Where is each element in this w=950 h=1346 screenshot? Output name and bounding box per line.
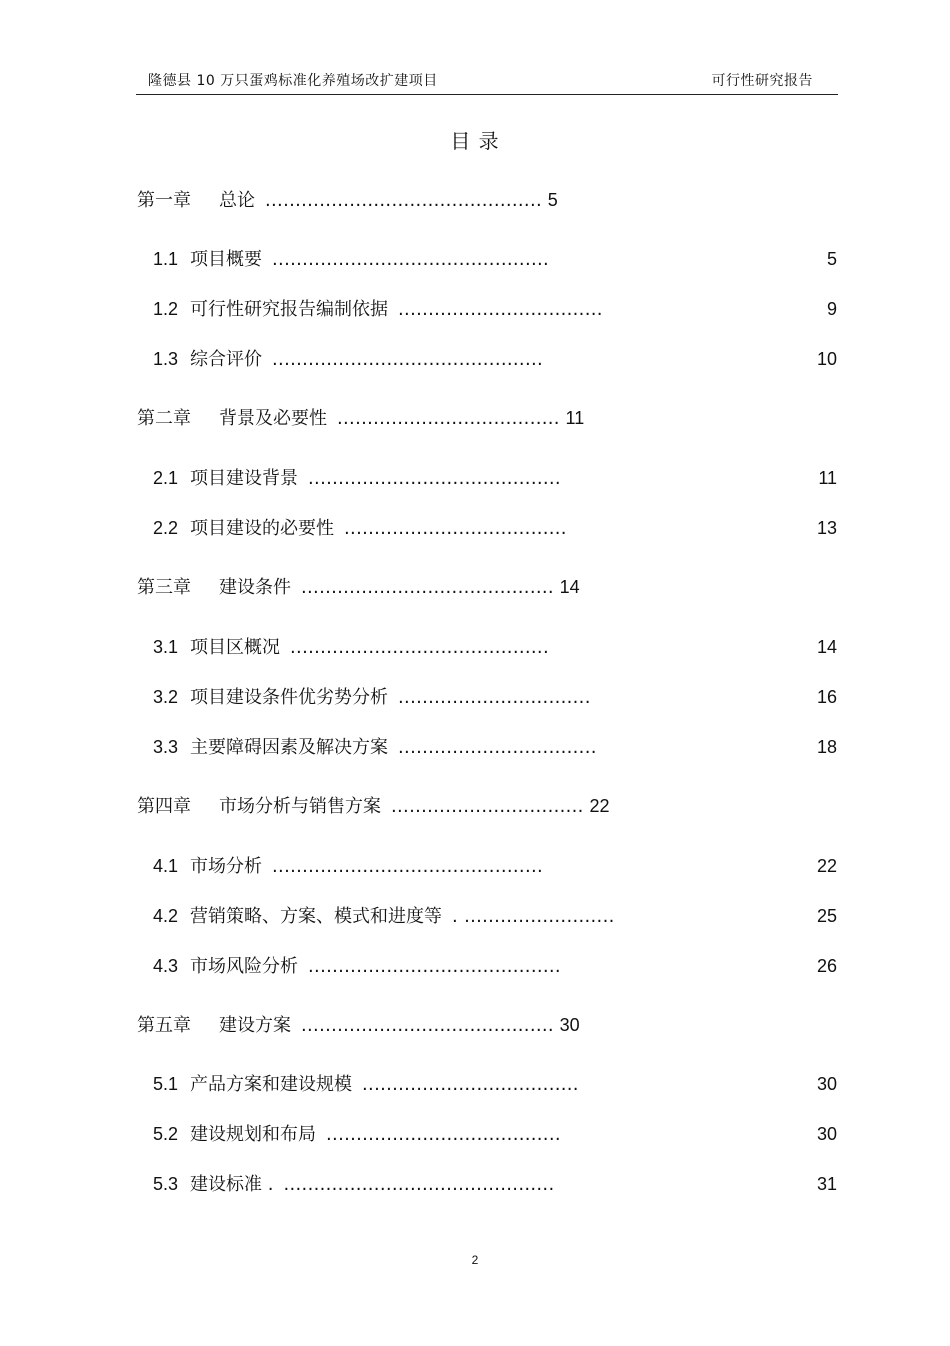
dot-leader: .......................................... xyxy=(301,577,554,598)
chapter-label: 第五章 xyxy=(137,1015,191,1036)
section-number: 5.3 xyxy=(153,1174,179,1194)
toc-chapter-2[interactable] xyxy=(137,406,584,431)
section-page: 18 xyxy=(816,737,837,757)
section-title: 项目建设的必要性 xyxy=(190,518,335,539)
dot-leader: .............................................. xyxy=(265,190,542,211)
header-project-title: 隆德县 10 万只蛋鸡标准化养殖场改扩建项目 xyxy=(148,73,438,89)
dot-leader: ............................................. xyxy=(283,1174,555,1195)
section-title: 产品方案和建设规模 xyxy=(190,1074,353,1095)
dot-leader: ........................................... xyxy=(290,637,549,658)
toc-section-3-2[interactable] xyxy=(153,685,591,710)
section-number: 3.1 xyxy=(153,637,179,657)
section-title: 建设标准 . xyxy=(190,1174,274,1195)
section-title: 可行性研究报告编制依据 xyxy=(190,299,389,320)
dot-leader: .................................. xyxy=(398,299,603,320)
section-page: 30 xyxy=(816,1074,837,1094)
section-title: 项目建设背景 xyxy=(190,468,299,489)
section-number: 5.2 xyxy=(153,1124,179,1144)
toc-section-4-3[interactable] xyxy=(153,954,561,979)
section-title: 建设规划和布局 xyxy=(190,1124,317,1145)
toc-chapter-5[interactable] xyxy=(137,1013,580,1038)
chapter-page: 14 xyxy=(559,577,580,597)
dot-leader: . ......................... xyxy=(452,906,615,927)
dot-leader: ..................................... xyxy=(337,408,560,429)
section-number: 3.2 xyxy=(153,687,179,707)
section-number: 5.1 xyxy=(153,1074,179,1094)
dot-leader: .......................................... xyxy=(308,468,561,489)
section-title: 项目区概况 xyxy=(190,637,281,658)
section-page: 16 xyxy=(816,687,837,707)
dot-leader: .............................................. xyxy=(272,249,550,270)
toc-section-5-1[interactable] xyxy=(153,1072,579,1097)
dot-leader: ....................................... xyxy=(326,1124,561,1145)
toc-section-4-2[interactable] xyxy=(153,904,615,929)
chapter-label: 第二章 xyxy=(137,408,191,429)
toc-section-2-2[interactable] xyxy=(153,516,567,541)
dot-leader: ................................ xyxy=(398,687,591,708)
toc-chapter-1[interactable] xyxy=(137,188,558,213)
section-page: 30 xyxy=(816,1124,837,1144)
section-page: 31 xyxy=(816,1174,837,1194)
toc-section-5-2[interactable] xyxy=(153,1122,561,1147)
page-number: 2 xyxy=(471,1253,479,1267)
section-page: 22 xyxy=(816,856,837,876)
chapter-label: 第三章 xyxy=(137,577,191,598)
section-page: 5 xyxy=(826,249,837,269)
dot-leader: ................................ xyxy=(391,796,584,817)
section-page: 14 xyxy=(816,637,837,657)
header-report-type: 可行性研究报告 xyxy=(711,73,813,89)
section-title: 项目建设条件优劣势分析 xyxy=(190,687,389,708)
section-title: 主要障碍因素及解决方案 xyxy=(190,737,389,758)
section-page: 25 xyxy=(816,906,837,926)
dot-leader: .......................................... xyxy=(301,1015,554,1036)
toc-section-1-1[interactable] xyxy=(153,247,549,272)
section-page: 10 xyxy=(816,349,837,369)
section-title: 市场风险分析 xyxy=(190,956,299,977)
chapter-title: 总论 xyxy=(219,190,255,211)
toc-chapter-4[interactable] xyxy=(137,794,609,819)
chapter-title: 建设条件 xyxy=(219,577,291,598)
chapter-title: 背景及必要性 xyxy=(219,408,327,429)
dot-leader: .................................... xyxy=(362,1074,579,1095)
toc-section-1-3[interactable] xyxy=(153,347,543,372)
section-number: 2.1 xyxy=(153,468,179,488)
chapter-label: 第一章 xyxy=(137,190,191,211)
section-number: 2.2 xyxy=(153,518,179,538)
chapter-label: 第四章 xyxy=(137,796,191,817)
toc-section-2-1[interactable] xyxy=(153,466,561,491)
section-title: 营销策略、方案、模式和进度等 xyxy=(190,906,443,927)
section-number: 1.1 xyxy=(153,249,179,269)
toc-section-3-3[interactable] xyxy=(153,735,597,760)
section-title: 项目概要 xyxy=(190,249,263,270)
section-page: 26 xyxy=(816,956,837,976)
chapter-page: 22 xyxy=(589,796,610,816)
toc-section-5-3[interactable] xyxy=(153,1172,554,1197)
dot-leader: ............................................. xyxy=(272,856,544,877)
dot-leader: ................................. xyxy=(398,737,597,758)
chapter-page: 11 xyxy=(565,408,585,428)
section-page: 11 xyxy=(818,468,837,488)
chapter-page: 5 xyxy=(547,190,558,210)
toc-section-4-1[interactable] xyxy=(153,854,543,879)
chapter-title: 市场分析与销售方案 xyxy=(219,796,381,817)
section-number: 1.3 xyxy=(153,349,179,369)
toc-section-3-1[interactable] xyxy=(153,635,549,660)
section-title: 市场分析 xyxy=(190,856,263,877)
toc-section-1-2[interactable] xyxy=(153,297,603,322)
dot-leader: ..................................... xyxy=(344,518,567,539)
section-page: 13 xyxy=(816,518,837,538)
section-title: 综合评价 xyxy=(190,349,263,370)
section-page: 9 xyxy=(826,299,837,319)
dot-leader: ............................................. xyxy=(272,349,544,370)
dot-leader: .......................................... xyxy=(308,956,561,977)
chapter-page: 30 xyxy=(559,1015,580,1035)
section-number: 4.3 xyxy=(153,956,179,976)
chapter-title: 建设方案 xyxy=(219,1015,291,1036)
section-number: 4.1 xyxy=(153,856,179,876)
section-number: 3.3 xyxy=(153,737,179,757)
section-number: 4.2 xyxy=(153,906,179,926)
section-number: 1.2 xyxy=(153,299,179,319)
toc-chapter-3[interactable] xyxy=(137,575,580,600)
header-divider xyxy=(136,94,838,95)
toc-title: 目 录 xyxy=(450,129,500,153)
